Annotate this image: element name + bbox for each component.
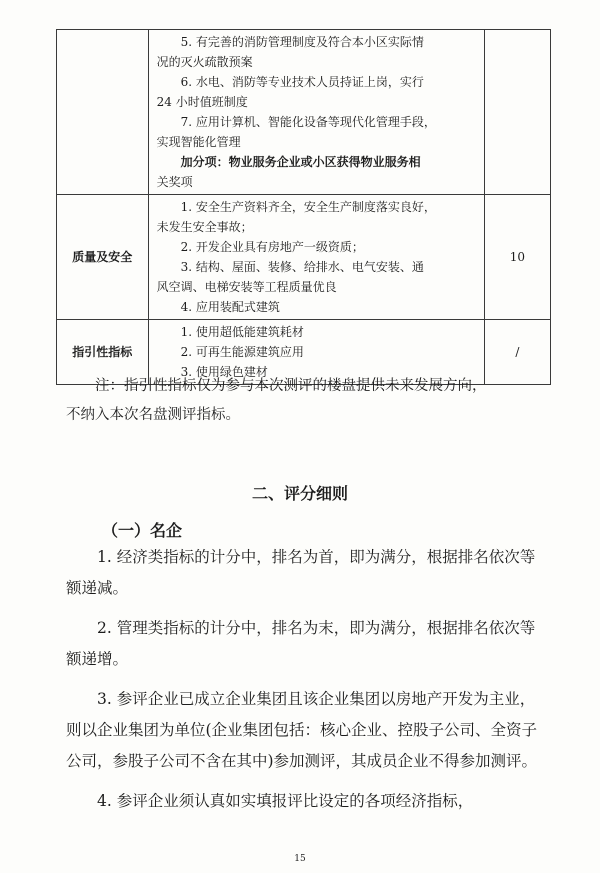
paragraph: 2. 管理类指标的计分中，排名为末，即为满分，根据排名依次等额递增。 — [66, 619, 536, 668]
list-item: 24 小时值班制度 — [156, 95, 248, 109]
list-item: 1. 安全生产资料齐全，安全生产制度落实良好， — [180, 200, 436, 214]
list-item: 2. 可再生能源建筑应用 — [180, 345, 304, 359]
table-cell-content — [148, 195, 484, 320]
section-title: 二、评分细则 — [251, 484, 348, 503]
table-row — [57, 30, 551, 195]
list-item: 实现智能化管理 — [156, 135, 241, 149]
table-cell-score: 10 — [484, 195, 550, 320]
list-item: 3. 结构、屋面、装修、给排水、电气安装、通 — [180, 260, 424, 274]
table-cell-category: 指引性指标 — [57, 320, 149, 385]
page-number: 15 — [294, 854, 306, 864]
note-line: 注：指引性指标仅为参与本次测评的楼盘提供未来发展方向， — [95, 378, 487, 394]
table-note — [66, 372, 546, 430]
list-item: 未发生安全事故； — [156, 220, 253, 234]
table-cell-content — [148, 30, 484, 195]
list-item: 5. 有完善的消防管理制度及符合本小区实际情 — [180, 35, 424, 49]
table-cell-score — [484, 30, 550, 195]
bonus-item: 加分项：物业服务企业或小区获得物业服务相 — [180, 155, 421, 169]
list-item: 2. 开发企业具有房地产一级资质； — [180, 240, 364, 254]
subsection-title: （一）名企 — [102, 521, 183, 540]
table-cell-score: / — [484, 320, 550, 385]
list-item: 6. 水电、消防等专业技术人员持证上岗，实行 — [180, 75, 424, 89]
body-text — [66, 542, 548, 826]
list-item: 1. 使用超低能建筑耗材 — [180, 325, 304, 339]
list-item: 况的灭火疏散预案 — [156, 55, 253, 69]
paragraph: 3. 参评企业已成立企业集团且该企业集团以房地产开发为主业，则以企业集团为单位(企业集团包括：核心企业、控股子公司、全资子公司，参股子公司不含在其中)参加测评，其成员企业不得参加测评。 — [66, 690, 538, 770]
table-cell-category — [57, 30, 149, 195]
table-row — [57, 195, 551, 320]
criteria-table — [56, 29, 551, 385]
list-item: 4. 应用装配式建筑 — [180, 300, 280, 314]
paragraph: 1. 经济类指标的计分中，排名为首，即为满分，根据排名依次等额递减。 — [66, 548, 536, 597]
bonus-item-cont: 关奖项 — [156, 175, 193, 189]
list-item: 3. 使用绿色建材 — [180, 365, 268, 379]
paragraph: 4. 参评企业须认真如实填报评比设定的各项经济指标， — [97, 792, 474, 810]
table-cell-category: 质量及安全 — [57, 195, 149, 320]
list-item: 风空调、电梯安装等工程质量优良 — [156, 280, 337, 294]
list-item: 7. 应用计算机、智能化设备等现代化管理手段， — [180, 115, 436, 129]
note-line: 不纳入本次名盘测评指标。 — [66, 407, 240, 423]
